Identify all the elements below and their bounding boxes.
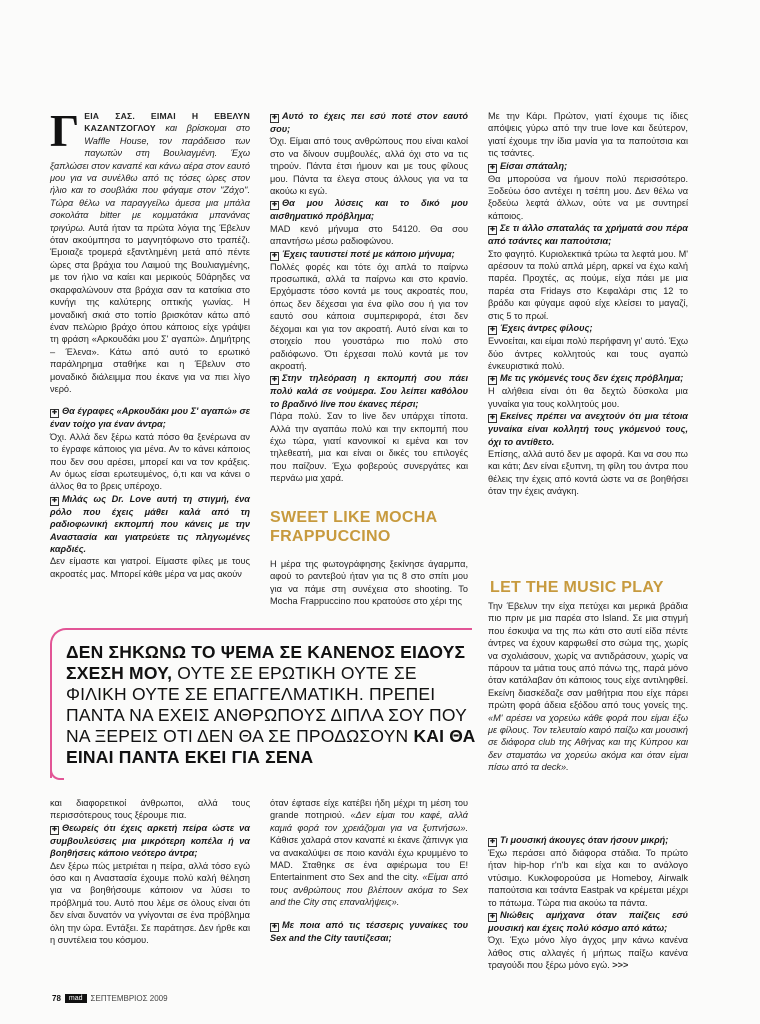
square-bullet-icon: ✚: [271, 252, 278, 259]
column-2-top: [270, 110, 468, 485]
question: ✚ Τι μουσική άκουγες όταν ήσουν μικρή;: [489, 835, 669, 845]
square-bullet-icon: ✚: [489, 327, 496, 334]
question: ✚ Έχεις άντρες φίλους;: [489, 323, 593, 334]
question: ✚ Έχεις ταυτιστεί ποτέ με κάποιο μήνυμα;: [271, 248, 455, 259]
question: ✚ Σε τι άλλο σπαταλάς τα χρήματά σου πέρα από τσάντες και παπούτσια;: [488, 223, 688, 247]
square-bullet-icon: ✚: [489, 377, 496, 384]
pull-quote-light: ΟΥΤΕ ΣΕ ΕΡΩΤΙΚΗ ΟΥΤΕ ΣΕ ΦΙΛΙΚΗ ΟΥΤΕ ΣΕ ΕΠΑΓΓΕΛΜΑΤΙΚΗ. ΠΡΕΠΕΙ ΠΑΝΤΑ ΝΑ ΕΧΕΙΣ ΑΝΘΡΩΠΟΥΣ ΔΙΠΛΑ ΣΟΥ ΠΟΥ ΝΑ ΞΕΡΕΙΣ ΟΤΙ ΔΕΝ ΘΑ ΣΕ ΠΡΟΔΩΣΟΥΝ: [66, 663, 467, 746]
question: ✚ Εκείνες πρέπει να ανεχτούν ότι μια τέτοια γυναίκα είναι κολλητή τους γκόμενού τους, όχι το αντίθετο.: [488, 411, 688, 447]
square-bullet-icon: ✚: [489, 914, 496, 921]
answer: Στο φαγητό. Κυριολεκτικά τρώω τα λεφτά μου. Μ' αρέσουν τα πολύ απλά μέρη, αρκεί να έχω καλή παρέα. Προχτές, ας πούμε, είχα πάει με μια παρέα στα Fridays στο Κεφαλάρι στις 12 το βράδυ και φύγαμε αφού είχε κλείσει το μαγαζί, στις 5 το πρωί.: [488, 248, 688, 321]
answer: Δεν ξέρω πώς μετριέται η πείρα, αλλά τόσο εγώ όσο και η Αναστασία έχουμε πολύ καλή θέληση για να βοηθήσουμε κάποιον να λύσει το πρόβλημά του. Αυτό που λέμε σε όλους είναι ότι δεν είναι δυνατόν να γνίγονται σε ένα πρόβλημα όλη την ώρα. Εντάξει. Σε παράτησε. Δεν ήρθε και η συντέλεια του κόσμου.: [50, 860, 250, 946]
question: ✚ Με ποια από τις τέσσερις γυναίκες του Sex and the City ταυτίζεσαι;: [270, 919, 468, 943]
square-bullet-icon: ✚: [489, 415, 496, 422]
column-1-bottom: [50, 797, 250, 946]
intro-text: και διαφορετικοί άνθρωποι, αλλά τους περισσότερους τους ξέρουμε πια.: [50, 798, 250, 821]
answer: Έχω περάσει από διάφορα στάδια. Το πρώτο ήταν hip-hop r'n'b και είχα και το ανάλογο ντύσιμο. Κυκλοφορούσα με Homeboy, Airwalk παπούτσια και τσάντα Eastpak να κρέμεται μέχρι το πάτωμα. Τώρα πια ακούω τα πάντα.: [488, 848, 688, 908]
square-bullet-icon: ✚: [271, 923, 278, 930]
square-bullet-icon: ✚: [51, 826, 58, 833]
question: ✚ Θα έγραφες «Αρκουδάκι μου Σ' αγαπώ» σε έναν τοίχο για έναν άντρα;: [50, 406, 250, 430]
square-bullet-icon: ✚: [489, 839, 496, 845]
column-2-bottom: [270, 797, 468, 944]
answer: Η αλήθεια είναι ότι θα δεχτώ δύσκολα μια γυναίκα για τους κολλητούς μου.: [488, 386, 688, 409]
issue-date: ΣΕΠΤΕΜΒΡΙΟΣ 2009: [90, 994, 168, 1003]
section-heading-mocha: SWEET LIKE MOCHA FRAPPUCCINO: [270, 509, 437, 545]
answer: Εννοείται, και είμαι πολύ περήφανη γι' αυτό. Έχω δύο άντρες κολλητούς και τους αγαπώ ένκευριστικά πολύ.: [488, 336, 688, 371]
question: ✚ Στην τηλεόραση η εκπομπή σου πάει πολύ καλά σε νούμερα. Σου λείπει καθόλου το βραδινό live που έκανες πέρσι;: [270, 373, 468, 409]
question: ✚ Αυτό το έχεις πει εσύ ποτέ στον εαυτό σου;: [270, 111, 468, 134]
square-bullet-icon: ✚: [489, 227, 496, 234]
lead-in: [50, 105, 250, 394]
question: ✚ Θεωρείς ότι έχεις αρκετή πείρα ώστε να συμβουλεύσεις μια μικρότερη κοπέλα ή να βοηθήσεις κάποιο νεότερο άντρα;: [50, 822, 250, 859]
section-heading-music: LET THE MUSIC PLAY: [490, 579, 664, 596]
answer: Όχι. Είμαι από τους ανθρώπους που είναι καλοί στο να δίνουν συμβουλές, αλλά όχι στο να τις τηρούν. Πάντα έτσι ήμουν και με τους φίλους μου. Πάντα τα έλεγα στους άλλους για να τα ακούω κι εγώ.: [270, 136, 468, 197]
column-2-mocha-body: Η μέρα της φωτογράφησης ξεκίνησε άγαρμπα, αφού το ραντεβού ήταν για τις 8 στο σπίτι μου για να πάμε στη συνέχεια στο shooting. Το Mocha Frappuccino που κρατούσε στο χέρι της: [270, 559, 468, 607]
magazine-logo: mad: [65, 994, 87, 1003]
page-footer: [52, 994, 168, 1003]
pull-quote: [50, 628, 476, 778]
drop-cap: Γ: [50, 105, 80, 156]
square-bullet-icon: ✚: [51, 410, 58, 417]
square-bullet-icon: ✚: [271, 202, 278, 209]
question: ✚ Μιλάς ως Dr. Love αυτή τη στιγμή, ένα ρόλο που έχεις μάθει καλά από τη ραδιοφωνική εκπομπή που κάνεις με την Αναστασία και γιατρεύετε τις πληγωμένες καρδιές.: [50, 493, 250, 554]
intro-text: Με την Κάρι. Πρώτον, γιατί έχουμε τις ίδιες απόψεις γύρω από την true love και δεύτερον, γιατί έχουμε την ίδια μανία για τα παπούτσια και τις τσάντες.: [488, 111, 688, 159]
continue-arrows-icon: >>>: [612, 960, 629, 971]
question: ✚ Με τις γκόμενές τους δεν έχεις πρόβλημα;: [489, 373, 684, 384]
answer: Επίσης, αλλά αυτό δεν με αφορά. Και να σου πω και κάτι; Δεν είναι εξυπνη, τη φίλη του άντρα που θέλεις την έχεις από κοντά ώστε να σε βοηθήσει όταν την έχεις ανάγκη.: [488, 448, 688, 497]
question: ✚ Θα μου λύσεις και το δικό μου αισθηματικό πρόβλημα;: [270, 198, 468, 222]
answer: Όχι. Έχω μόνο λίγο άγχος μην κάνω κανένα λάθος στις αλλαγές ή μήπως παίξω κανένα τραγούδι που ξέρω μόνο εγώ. >>>: [488, 935, 688, 971]
question: ✚ Είσαι σπάταλη;: [489, 160, 568, 171]
column-3-top: [488, 110, 688, 498]
pull-quote-bold-end: ΚΑΙ ΘΑ ΕΙΝΑΙ ΠΑΝΤΑ ΕΚΕΙ ΓΙΑ ΣΕΝΑ: [66, 726, 476, 767]
lead-italic: και βρίσκομαι στο Waffle House, τον παράδεισο των παγωτών στη Βουλιαγμένη. Έχω ξαπλώσει στον καναπέ και κάνω αέρα στον εαυτό μου για να συνέλθω από τις τόσες ώρες στον ήλιο και το σουβλάκι που φάγαμε στον "Ζάχο". Τώρα θέλω να παραγγείλω άμεσα μια μπάλα σοκολάτα bitter με κομματάκια μπανάνας τριγύρω.: [50, 123, 250, 233]
question: ✚ Νιώθεις αμήχανα όταν παίζεις εσύ μουσική και έχεις πολύ κόσμο από κάτω;: [488, 910, 688, 934]
answer: Δεν είμαστε και γιατροί. Είμαστε φίλες με τους ακροατές μας. Μπορεί κάθε μέρα να μας ακούν: [50, 556, 250, 579]
answer: Θα μπορούσα να ήμουν πολύ περισσότερο. Ξοδεύω όσο αντέχει η τσέπη μου. Δεν θέλω να ξοδεύω λεφτά άλλων, ούτε να με συντηρεί κάποιος.: [488, 173, 688, 221]
answer: Πολλές φορές και τότε όχι απλά το παίρνω προσωπικά, αλλά τα παίρνω και στο κρανίο. Ερχόμαστε τόσο κοντά με τους ακροατές που, όπως δεν δέχεσαι για ένα φίλο σου ή για τον εαυτό σου κάποια συμπεριφορά, έτσι δεν δέχομαι και για τον ακροατή. Αυτό είναι και το στοιχείο που γουστάρω πιο πολύ στο ραδιόφωνο. Ότι έρχεσαι πολύ κοντά με τον ακροατή.: [270, 261, 468, 371]
body-text: όταν έφτασε είχε κατέβει ήδη μέχρι τη μέση του grande ποτηριού. «Δεν είμαι του καφέ, αλλά καμιά φορά τον χρειάζομαι για να ξυπνήσω». Κάθισε χαλαρά στον καναπέ κι έκανε ζάπινγκ για να ανακαλύψει σε ποιο κανάλι έχω κρυμμένο το MAD. Σταθηκε σε ένα αφιέρωμα του E! Entertainment στο Sex and the city. «Είμαι από τους ανθρώπους που βλέπουν ακόμα το Sex and the City στις επαναλήψεις».: [270, 798, 469, 908]
square-bullet-icon: ✚: [489, 164, 496, 171]
answer: Όχι. Αλλά δεν ξέρω κατά πόσο θα ξενέρωνα αν το έγραφε κάποιος για μένα. Αν το κάνει κάποιος που δεν σου αρέσει, μπορεί και να τον κράξεις. Αν όμως είσαι ερωτευμένος, ό,τι και να κάνει ο άλλος θα το βρεις υπέροχο.: [50, 431, 250, 492]
answer: Πάρα πολύ. Σαν το live δεν υπάρχει τίποτα. Αλλά την αγαπάω πολύ και την εκπομπή που έχω τώρα, γιατί κανονικοί κι εμένα και τον τηλεθεατή, μια και είναι οι δικές του επιλογές που παίζουν. Έχω φοβερούς συνεργάτες και περνάω μια χαρά.: [270, 411, 468, 484]
column-3-music-body: Την Έβελυν την είχα πετύχει και μερικά βράδια πιο πριν με μια παρέα στο Island. Σε μια στιγμή που έσκυψα να της πω κάτι στο αυτί είδα πέντε άντρες να έχουν καρφωθεί στο σώμα της, χωρίς να σχολιάσουν, χωρίς να αντιδράσουν, χωρίς να πάρουν τα μάτια τους από πάνω της, παρά μόνο όταν κατάλαβαν ότι κάποιος τους είχε αντιληφθεί. Εκείνη διασκέδαζε σαν μαθήτρια που είχε πάρει πρώτη φορά άδεια εξόδου από τους γονείς της. «Μ' αρέσει να χορεύω κάθε φορά που είμαι έξω με φίλους. Τον τελευταίο καιρό παίζω και μουσική σε διάφορα club της Αθήνας και της Κύπρου και δεν σταματάω να χορεύω ακόμα και όταν είμαι πίσω από τα deck».: [488, 601, 688, 773]
pull-quote-bold: ΔΕΝ ΣΗΚΩΝΩ ΤΟ ΨΕΜΑ ΣΕ ΚΑΝΕΝΟΣ ΕΙΔΟΥΣ ΣΧΕΣΗ ΜΟΥ,: [66, 642, 466, 683]
intro-body: Αυτά ήταν τα πρώτα λόγια της Έβελυν όταν ακούμπησα το μαγνητόφωνο στο τραπέζι. Έμοιαζε τρομερά εξαντλημένη μετά από πέντε ώρες στα βράχια του Λαιμού της Βουλιαγμένης, με τον ήλιο να καίει και μερικούς 50άρηδες να σκαρφαλώνουν στα βράχια σαν τα κατσίκια στο κυνήγι της καλύτερης οπτικής γωνίας. Η μοναδική σκιά στο τοπίο βρισκόταν κάτω από έναν πελώριο βράχο όπου κάποιος είχε γράψει τη φράση «Αρκουδάκι μου Σ' αγαπώ». Δημήτρης – Έλενα». Κάτω από αυτό το ερωτικό παράληρημα σταθήκε και η Έβελυν στο μοναδικό διάλειμμα που έκανε για να πιει λίγο νερό.: [50, 222, 250, 394]
square-bullet-icon: ✚: [271, 115, 278, 121]
square-bullet-icon: ✚: [51, 497, 58, 504]
column-3-bottom: [488, 834, 688, 972]
lead-caps: ΕΙΑ ΣΑΣ. ΕΙΜΑΙ Η ΕΒΕΛΥΝ ΚΑΖΑΝΤΖΟΓΛΟΥ: [84, 111, 250, 134]
answer: MAD κενό μήνυμα στο 54120. Θα σου απαντήσω μέσω ραδιοφώνου.: [270, 223, 468, 247]
page-number: 78: [52, 994, 61, 1003]
column-1-top: [50, 105, 250, 580]
square-bullet-icon: ✚: [271, 377, 278, 384]
